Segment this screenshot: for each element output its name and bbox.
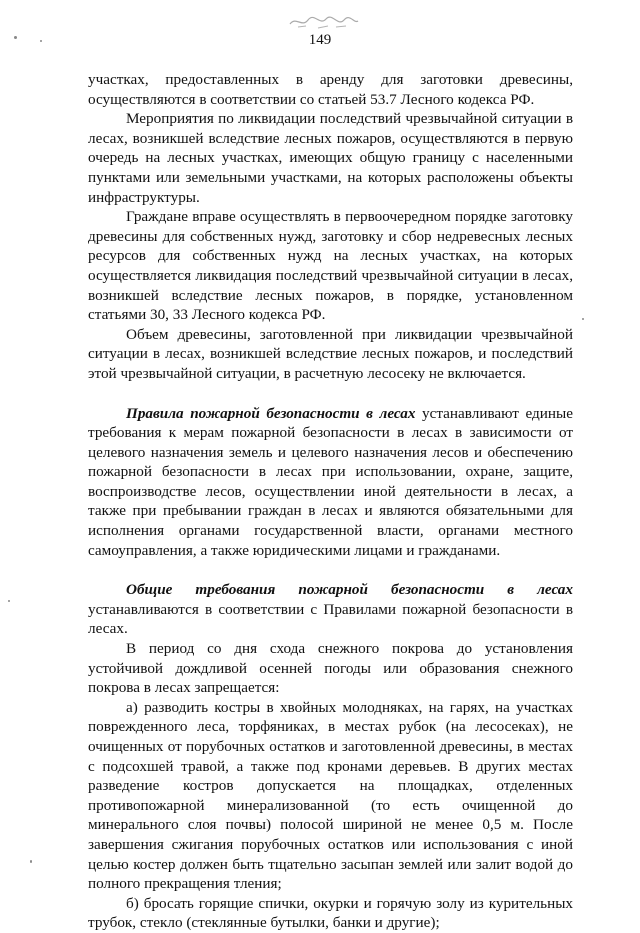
paragraph-7-text: В период со дня схода снежного покрова до установления устойчивой дождливой осенней погоды или образования снежного покрова в лесах запрещается:: [88, 640, 573, 697]
paragraph-2: [88, 109, 573, 207]
body-text: [88, 70, 573, 933]
paragraph-5-lead: Правила пожарной безопасности в лесах: [126, 404, 416, 422]
scan-speck: [14, 36, 17, 39]
scan-speck: [30, 860, 32, 863]
page-number: 149: [308, 32, 332, 48]
paragraph-2-text: Мероприятия по ликвидации последствий чрезвычайной ситуации в лесах, возникшей вследствие лесных пожаров, осуществляются в первую очередь на лесных участках, имеющих общую границу с населенными пунктами или земельными участками, на которых расположены объекты инфраструктуры.: [88, 110, 573, 206]
paragraph-6-lead: Общие требования пожарной безопасности в лесах: [126, 581, 573, 599]
paragraph-1: [88, 70, 573, 109]
paragraph-6-text: устанавливаются в соответствии с Правилами пожарной безопасности в лесах.: [88, 600, 573, 638]
paragraph-6: [88, 580, 573, 639]
list-item-a-text: а) разводить костры в хвойных молодняках, на гарях, на участках поврежденного леса, торфяниках, в местах рубок (на лесосеках), не очищенных от порубочных остатков и заготовленной древесины, в местах с подсохшей травой, а также под кронами деревьев. В других местах разведение костров допускается на площадках, отделенных противопожарной минерализованной (то есть очищенной до минерального слоя почвы) полосой шириной не менее 0,5 м. После завершения сжигания порубочных остатков или использования с иной целью костер должен быть тщательно засыпан землей или залит водой до полного прекращения тления;: [88, 698, 573, 893]
paragraph-5: [88, 404, 573, 561]
list-item-a: [88, 698, 573, 894]
paragraph-3-text: Граждане вправе осуществлять в первоочередном порядке заготовку древесины для собственных нужд, заготовку и сбор недревесных лесных ресурсов для собственных нужд на лесных участках, на которых осуществляется ликвидация последствий чрезвычайной ситуации в лесах, возникшей вследствие лесных пожаров, в порядке, установленном статьями 30, 33 Лесного кодекса РФ.: [88, 208, 573, 324]
paragraph-5-text: устанавливают единые требования к мерам пожарной безопасности в лесах в зависимости от целевого назначения земель и целевого назначения лесов и обеспечению пожарной безопасности в лесах при использовании, охране, защите, воспроизводстве лесов, осуществлении иной деятельности в лесах, а также при пребывании граждан в лесах и являются обязательными для исполнения органами государственной власти, органами местного самоуправления, а также юридическими лицами и гражданами.: [88, 404, 573, 559]
paragraph-7: [88, 639, 573, 698]
scan-speck: [582, 318, 584, 320]
paragraph-1-text: участках, предоставленных в аренду для заготовки древесины, осуществляются в соответствии со статьей 53.7 Лесного кодекса РФ.: [88, 71, 573, 108]
scan-speck: [40, 40, 42, 42]
list-item-b: [88, 894, 573, 933]
paragraph-4-text: Объем древесины, заготовленной при ликвидации чрезвычайной ситуации в лесах, возникшей вследствие лесных пожаров, и последствий этой чрезвычайной ситуации, в расчетную лесосеку не включается.: [88, 325, 573, 382]
scan-speck: [8, 600, 10, 602]
list-item-b-text: б) бросать горящие спички, окурки и горячую золу из курительных трубок, стекло (стеклянные бутылки, банки и другие);: [88, 894, 573, 932]
paragraph-3: [88, 207, 573, 325]
paragraph-4: [88, 325, 573, 384]
faint-stamp-mark: [288, 14, 360, 30]
